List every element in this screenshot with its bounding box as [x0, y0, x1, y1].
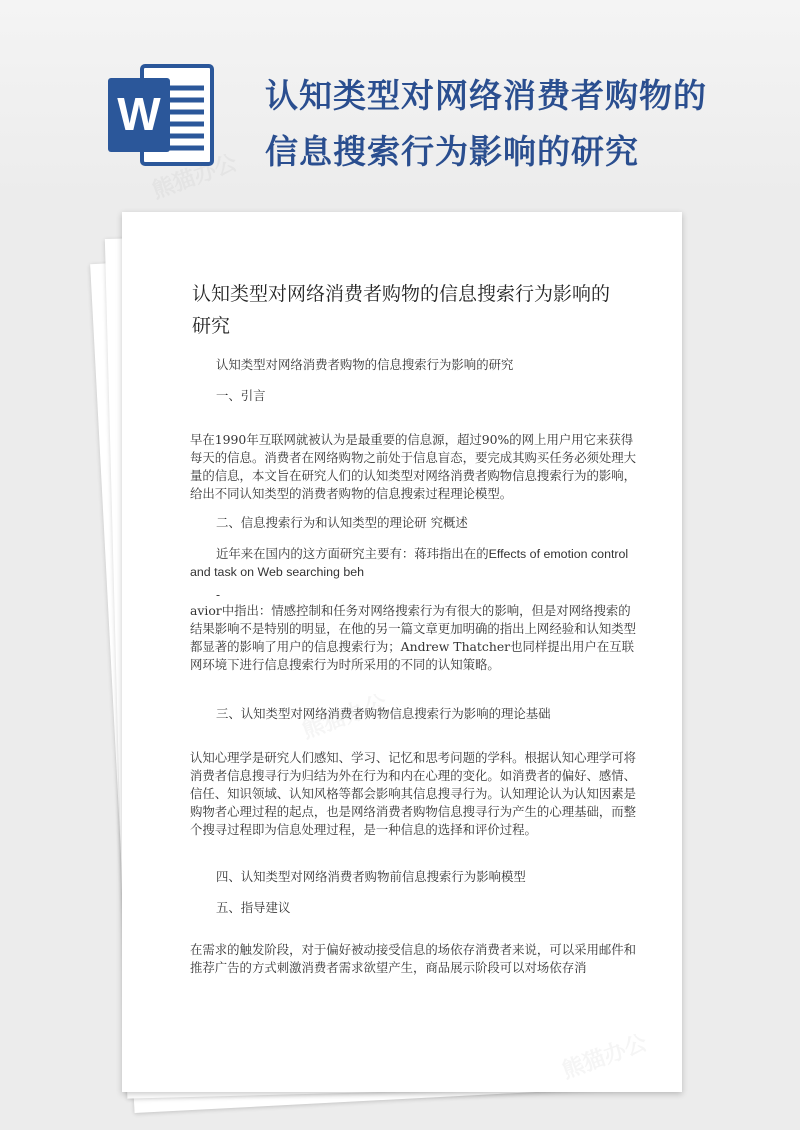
section-heading-4: 四、认知类型对网络消费者购物前信息搜索行为影响模型 — [216, 869, 526, 884]
section-heading-5: 五、指导建议 — [216, 900, 291, 915]
document-title-line1: 认知类型对网络消费者购物的信息搜索行为影响的 — [192, 283, 611, 305]
hyphen-mark: - — [216, 588, 221, 602]
paragraph-review-part1: 近年来在国内的这方面研究主要有：蒋玮指出在的Effects of emotion control and task on Web searching beh — [190, 547, 629, 579]
banner-title-line1: 认知类型对网络消费者购物的 — [265, 76, 707, 115]
banner-title-line2: 信息搜索行为影响的研究 — [265, 132, 639, 171]
section-heading-1: 一、引言 — [216, 388, 266, 403]
word-document-icon — [100, 60, 220, 170]
document-title — [192, 278, 652, 342]
svg-text:W: W — [117, 88, 161, 140]
paragraph-suggestion: 在需求的触发阶段，对于偏好被动接受信息的场依存消费者来说，可以采用邮件和推荐广告的方式刺激消费者需求欲望产生，商品展示阶段可以对场依存消 — [190, 942, 637, 975]
document-page — [122, 212, 682, 1092]
section-heading-2: 二、信息搜索行为和认知类型的理论研 究概述 — [216, 515, 468, 530]
paragraph-review-part2: avior中指出：情感控制和任务对网络搜索行为有很大的影响，但是对网络搜索的结果影响不是特别的明显，在他的另一篇文章更加明确的指出上网经验和认知类型都显著的影响了用户的信息搜索行为；Andrew Thatcher也同样提出用户在互联网环境下进行信息搜索行为时所采用的不同的认知策略。 — [190, 603, 637, 672]
banner-title — [265, 68, 785, 180]
document-title-line2: 研究 — [192, 315, 231, 337]
paragraph-intro: 早在1990年互联网就被认为是最重要的信息源，超过90%的网上用户用它来获得每天的信息。消费者在网络购物之前处于信息盲态，要完成其购买任务必须处理大量的信息，本文旨在研究人们的认知类型对网络消费者购物信息搜索行为的影响，给出不同认知类型的消费者购物的信息搜索过程理论模型。 — [190, 432, 637, 501]
paragraph-theory: 认知心理学是研究人们感知、学习、记忆和思考问题的学科。根据认知心理学可将消费者信息搜寻行为归结为外在行为和内在心理的变化。如消费者的偏好、感情、信任、知识领域、认知风格等都会影响其信息搜寻行为。认知理论认为认知因素是购物者心理过程的起点，也是网络消费者购物信息搜寻行为产生的心理基础，而整个搜寻过程即为信息处理过程，是一种信息的选择和评价过程。 — [190, 750, 637, 837]
page-banner — [0, 0, 800, 200]
document-subtitle: 认知类型对网络消费者购物的信息搜索行为影响的研究 — [216, 357, 514, 372]
section-heading-3: 三、认知类型对网络消费者购物信息搜索行为影响的理论基础 — [216, 706, 551, 721]
